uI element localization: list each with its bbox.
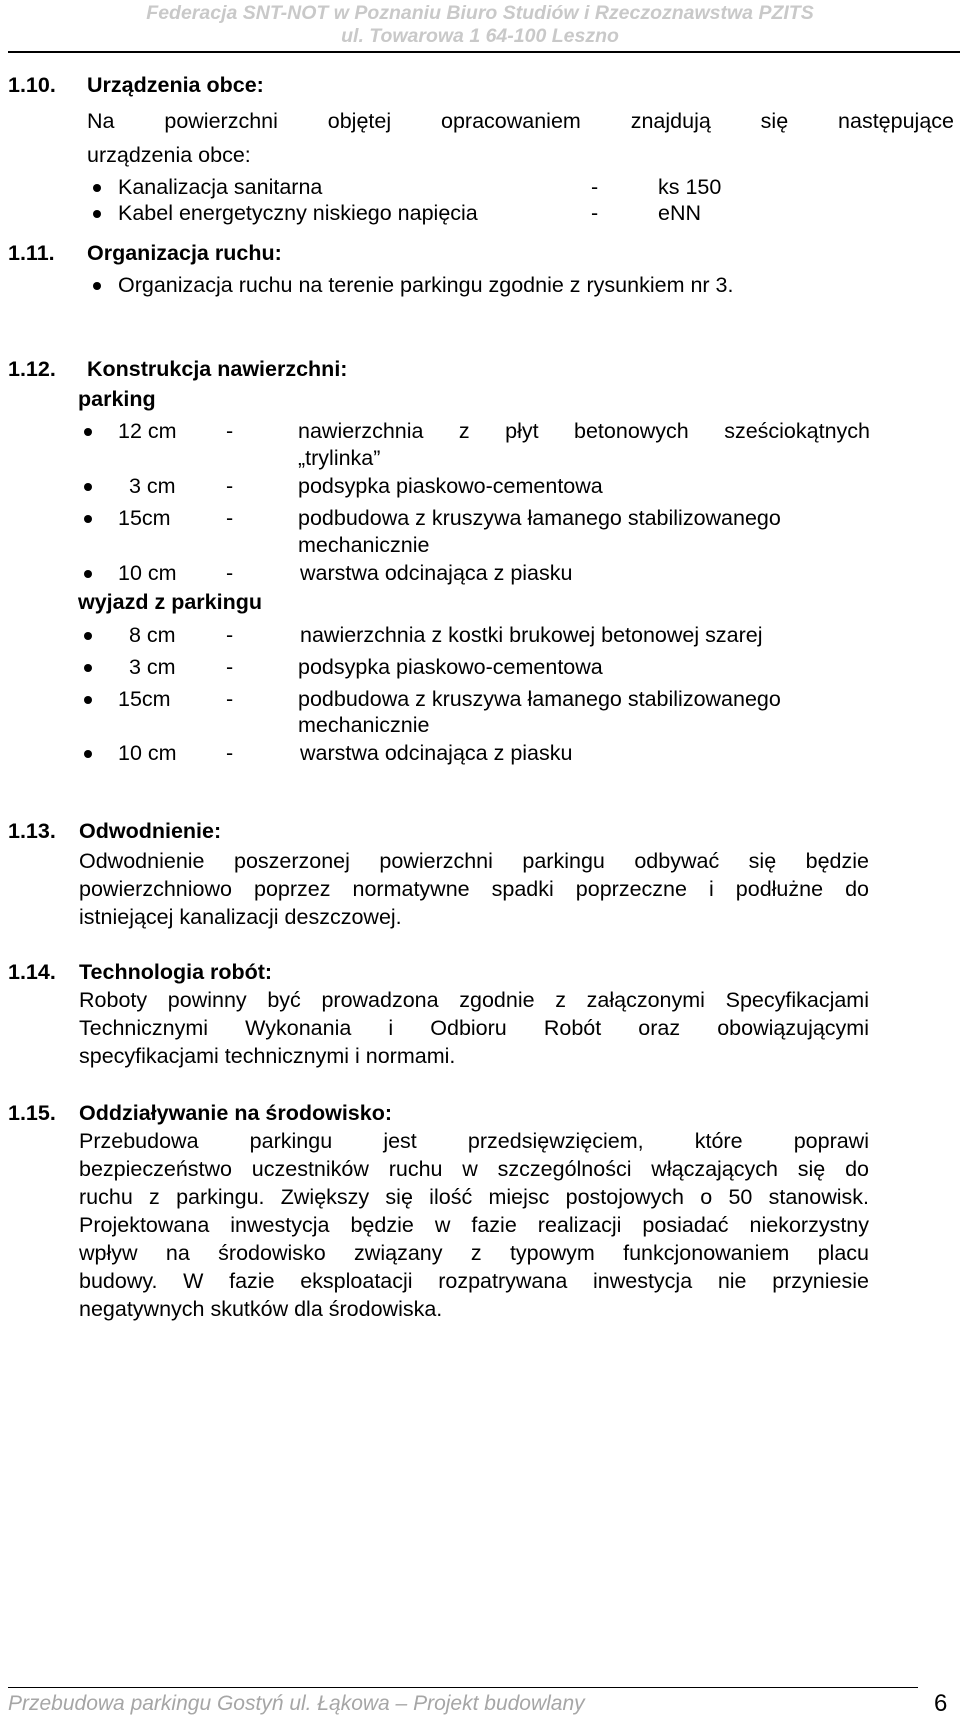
bullet-icon: [84, 428, 92, 436]
paragraph-line: Roboty powinny być prowadzona zgodnie z załączonymi Specyfikacjami: [79, 988, 869, 1012]
paragraph-line: Przebudowa parkingu jest przedsięwzięciem, które poprawi: [79, 1129, 869, 1153]
section-title-1-15: Oddziaływanie na środowisko:: [79, 1101, 393, 1125]
section-number-1-12: 1.12.: [8, 357, 56, 381]
layer-thickness: 12 cm: [118, 419, 177, 443]
header-institution: Federacja SNT-NOT w Poznaniu Biuro Studiów i Rzeczoznawstwa PZITS: [146, 2, 814, 24]
layer-description-cont: „trylinka”: [298, 446, 381, 470]
layer-dash: -: [226, 741, 234, 765]
bullet-icon: [84, 664, 92, 672]
paragraph-line: wpływ na środowisko związany z typowym funkcjonowaniem placu: [79, 1241, 869, 1265]
utility-name: Kabel energetyczny niskiego napięcia: [118, 201, 478, 225]
bullet-icon: [84, 696, 92, 704]
utility-dash: -: [591, 175, 599, 199]
utility-code: ks 150: [658, 175, 722, 199]
section-title-1-12: Konstrukcja nawierzchni:: [87, 357, 348, 381]
layer-dash: -: [226, 623, 234, 647]
bullet-icon: [93, 184, 101, 192]
layer-description: warstwa odcinająca z piasku: [300, 561, 573, 585]
layer-thickness: 8 cm: [129, 623, 176, 647]
section-number-1-10: 1.10.: [8, 73, 56, 97]
list-item: Organizacja ruchu na terenie parkingu zgodnie z rysunkiem nr 3.: [118, 273, 734, 297]
section-number-1-13: 1.13.: [8, 819, 56, 843]
section-title-1-14: Technologia robót:: [79, 960, 273, 984]
layer-description: podsypka piaskowo-cementowa: [298, 655, 603, 679]
bullet-icon: [84, 483, 92, 491]
layer-thickness: 15cm: [118, 506, 171, 530]
bullet-icon: [84, 750, 92, 758]
layer-dash: -: [226, 687, 234, 711]
paragraph-line: urządzenia obce:: [87, 143, 251, 167]
paragraph-line: budowy. W fazie eksploatacji rozpatrywana inwestycja nie przyniesie: [79, 1269, 869, 1293]
layer-description: podbudowa z kruszywa łamanego stabilizowanego: [298, 687, 781, 711]
paragraph-line: negatywnych skutków dla środowiska.: [79, 1297, 443, 1321]
bullet-icon: [84, 570, 92, 578]
layer-thickness: 15cm: [118, 687, 171, 711]
layer-thickness: 10 cm: [118, 561, 177, 585]
bullet-icon: [93, 210, 101, 218]
paragraph-line: Na powierzchni objętej opracowaniem znajdują się następujące: [87, 109, 954, 133]
section-title-1-10: Urządzenia obce:: [87, 73, 264, 97]
layer-dash: -: [226, 561, 234, 585]
paragraph-line: powierzchniowo poprzez normatywne spadki poprzeczne i podłużne do: [79, 877, 869, 901]
section-number-1-14: 1.14.: [8, 960, 56, 984]
page-number: 6: [934, 1690, 948, 1717]
section-number-1-11: 1.11.: [8, 241, 55, 265]
bullet-icon: [84, 632, 92, 640]
utility-dash: -: [591, 201, 599, 225]
footer-divider: [8, 1687, 918, 1688]
layer-dash: -: [226, 474, 234, 498]
bullet-icon: [84, 515, 92, 523]
section-title-1-13: Odwodnienie:: [79, 819, 222, 843]
layer-description: warstwa odcinająca z piasku: [300, 741, 573, 765]
paragraph-line: bezpieczeństwo uczestników ruchu w szczególności włączających się do: [79, 1157, 869, 1181]
utility-code: eNN: [658, 201, 702, 225]
layer-description-cont: mechanicznie: [298, 533, 430, 557]
header-divider: [8, 51, 960, 53]
bullet-icon: [93, 282, 101, 290]
layer-thickness: 3 cm: [129, 474, 176, 498]
paragraph-line: specyfikacjami technicznymi i normami.: [79, 1044, 456, 1068]
utility-name: Kanalizacja sanitarna: [118, 175, 323, 199]
paragraph-line: ruchu z parkingu. Zwiększy się ilość miejsc postojowych o 50 stanowisk.: [79, 1185, 869, 1209]
layer-description: podbudowa z kruszywa łamanego stabilizowanego: [298, 506, 781, 530]
layer-dash: -: [226, 655, 234, 679]
section-title-1-11: Organizacja ruchu:: [87, 241, 282, 265]
paragraph-line: Technicznymi Wykonania i Odbioru Robót oraz obowiązującymi: [79, 1016, 869, 1040]
paragraph-line: Odwodnienie poszerzonej powierzchni parkingu odbywać się będzie: [79, 849, 869, 873]
layer-description: podsypka piaskowo-cementowa: [298, 474, 603, 498]
layer-description: nawierzchnia z płyt betonowych sześciokątnych: [298, 419, 870, 443]
layer-dash: -: [226, 506, 234, 530]
subheading-parking: parking: [78, 387, 156, 411]
paragraph-line: istniejącej kanalizacji deszczowej.: [79, 905, 402, 929]
layer-dash: -: [226, 419, 234, 443]
paragraph-line: Projektowana inwestycja będzie w fazie realizacji posiadać niekorzystny: [79, 1213, 869, 1237]
subheading-exit: wyjazd z parkingu: [78, 590, 262, 614]
layer-description-cont: mechanicznie: [298, 713, 430, 737]
layer-description: nawierzchnia z kostki brukowej betonowej szarej: [300, 623, 763, 647]
footer-text: Przebudowa parkingu Gostyń ul. Łąkowa – Projekt budowlany: [8, 1692, 585, 1715]
layer-thickness: 10 cm: [118, 741, 177, 765]
section-number-1-15: 1.15.: [8, 1101, 56, 1125]
layer-thickness: 3 cm: [129, 655, 176, 679]
header-address: ul. Towarowa 1 64-100 Leszno: [341, 25, 619, 47]
